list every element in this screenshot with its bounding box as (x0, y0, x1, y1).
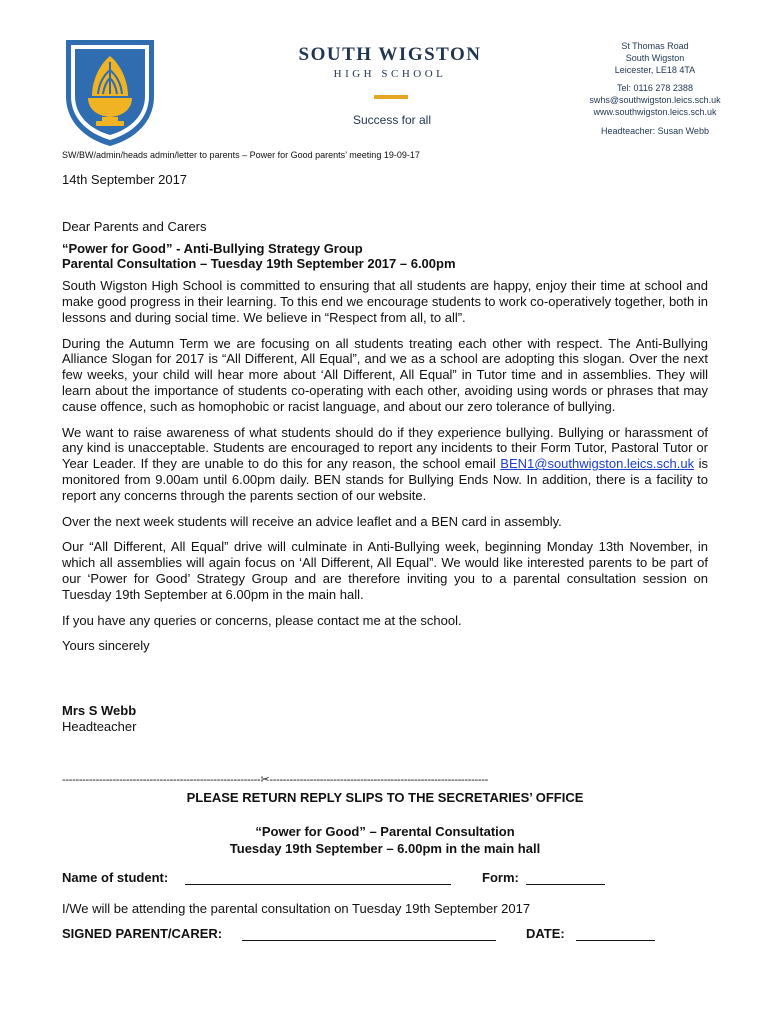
signature-row (62, 926, 708, 944)
school-crest-logo (62, 36, 158, 148)
school-tagline: Success for all (352, 113, 432, 127)
signer-name: Mrs S Webb (62, 703, 137, 719)
paragraph: South Wigston High School is committed to ensuring that all students are happy, enjoy their time at school and make good progress in their learning. To this end we encourage students to work co-operatively together, both in lessons and during social time. We believe in “Respect from all, to all”. (62, 278, 708, 325)
letter-subject (62, 241, 708, 273)
paragraph: If you have any queries or concerns, please contact me at the school. (62, 612, 462, 628)
signature-field[interactable] (242, 926, 496, 941)
phone-number: Tel: 0116 278 2388 (617, 83, 693, 93)
cut-dashes: ----------------------------------------------------------- (62, 774, 261, 786)
address-line: Leicester, LE18 4TA (614, 65, 696, 75)
letter-body (62, 172, 708, 735)
scissors-icon: ✂ (260, 774, 270, 786)
paragraph-text: is monitored from 9.00am until 6.00pm daily. BEN stands for Bullying Ends Now. In addition, there is a facility to report any concerns through the parents section of our website. (62, 456, 708, 503)
signed-label: SIGNED PARENT/CARER: (62, 926, 223, 941)
ben-email-link[interactable]: BEN1@southwigston.leics.sch.uk (500, 456, 695, 472)
attending-statement: I/We will be attending the parental consultation on Tuesday 19th September 2017 (62, 901, 531, 916)
form-label: Form: (482, 870, 519, 885)
date-field[interactable] (576, 926, 655, 941)
paragraph (62, 425, 708, 504)
paragraph-text: We want to raise awareness of what students should do if they experience bullying. Bullying or harassment of any kind is unacceptable. Students are encouraged to report any incidents to their Form Tutor, Pastoral Tutor or Year Leader. If they are unable to do this for any reason, the school email (62, 424, 708, 472)
website-url[interactable]: www.southwigston.leics.sch.uk (593, 107, 717, 117)
signer-title: Headteacher (62, 718, 137, 734)
headteacher-line: Headteacher: Susan Webb (601, 126, 709, 136)
school-name: SOUTH WIGSTON (298, 44, 482, 65)
slip-title-line: “Power for Good” – Parental Consultation (255, 824, 515, 839)
subject-line: “Power for Good” - Anti-Bullying Strategy Group (62, 240, 363, 256)
form-field[interactable] (526, 870, 605, 885)
student-name-field[interactable] (185, 870, 451, 885)
slip-title (62, 823, 708, 857)
gold-divider (374, 95, 408, 99)
paragraph: Over the next week students will receive an advice leaflet and a BEN card in assembly. (62, 513, 562, 529)
address-line: South Wigston (625, 53, 685, 63)
slip-title-line: Tuesday 19th September – 6.00pm in the main hall (229, 841, 541, 856)
letter-reference: SW/BW/admin/heads admin/letter to parents – Power for Good parents’ meeting 19-09-17 (62, 150, 420, 160)
name-row (62, 870, 708, 888)
paragraph: Our “All Different, All Equal” drive will culminate in Anti-Bullying week, beginning Monday 13th November, in which all assemblies will again focus on ‘All Different, All Equal”. We would like interested parents to be part of our ‘Power for Good’ Strategy Group and are therefore inviting you to a parental consultation session on Tuesday 19th September at 6.00pm in the main hall. (62, 539, 708, 602)
salutation: Dear Parents and Carers (62, 218, 207, 234)
subject-line: Parental Consultation – Tuesday 19th September 2017 – 6.00pm (62, 256, 456, 272)
sign-off: Yours sincerely (62, 638, 150, 654)
cut-line (62, 774, 708, 786)
address-line: St Thomas Road (621, 41, 689, 51)
email-address[interactable]: swhs@southwigston.leics.sch.uk (589, 95, 721, 105)
cut-dashes: ----------------------------------------------------------------- (269, 774, 488, 786)
student-name-label: Name of student: (62, 870, 169, 885)
school-subtitle: HIGH SCHOOL (333, 68, 447, 80)
date-label: DATE: (526, 926, 565, 941)
school-address-block (560, 40, 750, 137)
reply-slip (62, 790, 708, 944)
letter-date: 14th September 2017 (62, 172, 188, 187)
paragraph: During the Autumn Term we are focusing on all students treating each other with respect. The Anti-Bullying Alliance Slogan for 2017 is “All Different, All Equal”, and we as a school are adopting this slogan. Over the next few weeks, your child will hear more about ‘All Different, All Equal” in Tutor time and in assemblies. They will learn about the importance of students co-operating with each other, avoiding using words or phrases that may cause offence, such as homophobic or racist language, and about our zero tolerance of bullying. (62, 335, 708, 414)
return-instruction: PLEASE RETURN REPLY SLIPS TO THE SECRETARIES’ OFFICE (186, 790, 584, 805)
